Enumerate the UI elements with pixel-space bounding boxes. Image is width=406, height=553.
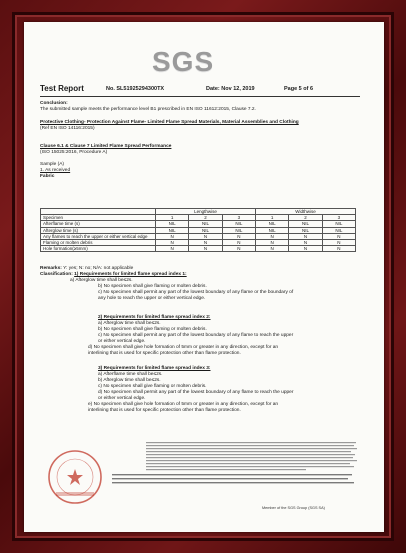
index2-line: interlining that is used for specific protection other than flame protection.	[88, 351, 241, 356]
specimen-number: 1	[255, 215, 288, 221]
table-cell: N	[255, 233, 288, 239]
results-table	[40, 208, 356, 252]
index3-line: b) Afterglow time shall be≤2s.	[98, 378, 161, 383]
table-cell: N	[322, 233, 355, 239]
table-cell: N	[189, 240, 222, 246]
clause-section	[40, 144, 360, 156]
row-label: Afterflame time (s)	[41, 221, 156, 227]
table-cell: N	[222, 233, 255, 239]
table-cell: NIL	[255, 227, 288, 233]
group-widthwise: Widthwise	[255, 209, 355, 215]
table-cell: NIL	[156, 227, 189, 233]
row-label: Afterglow time (s)	[41, 227, 156, 233]
specimen-number: 3	[322, 215, 355, 221]
sample-received: 1. As received	[40, 168, 71, 173]
table-cell: N	[189, 246, 222, 252]
index2-title: 2) Requirements for limited flame spread index 2:	[98, 315, 211, 320]
remarks-label: Remarks:	[40, 266, 62, 271]
table-cell: N	[289, 233, 322, 239]
sgs-logo: SGS	[152, 46, 215, 77]
row-label: Flaming or molten debris	[41, 240, 156, 246]
index3-line: a) Afterflame time shall be≤2s.	[98, 372, 163, 377]
report-number: No. SL51925294300TX	[106, 86, 165, 92]
index3-line: d) No specimen shall permit any part of the lowest boundary of any flame to reach the upper	[98, 390, 294, 395]
table-cell: N	[222, 240, 255, 246]
conclusion-text: The submitted sample meets the performance level B1 prescribed in EN ISO 11612:2015, Clause 7.2.	[40, 107, 256, 112]
table-cell: N	[289, 240, 322, 246]
index1-title: 1) Requirements for limited flame spread index 1:	[74, 272, 187, 277]
index2-line: or either vertical edge.	[98, 339, 146, 344]
table-cell: NIL	[189, 227, 222, 233]
index3-line: e) No specimen shall give hole formation of 5mm or greater in any direction, except for an	[88, 402, 279, 407]
standard-title: Protective Clothing- Protection Against Flame- Limited Flame Spread Materials, Material Assemblies and Clothing	[40, 120, 299, 125]
table-cell: N	[255, 240, 288, 246]
index1-line: a) Afterglow time shall be≤2s.	[70, 278, 133, 283]
sample-fabric: Fabric	[40, 174, 55, 179]
header-divider	[40, 96, 360, 97]
index1-line: b) No specimen shall give flaming or molten debris.	[98, 284, 207, 289]
specimen-label: Specimen	[41, 215, 156, 221]
index3-line: c) No specimen shall give flaming or molten debris.	[98, 384, 207, 389]
index1-line: any hole to reach the upper or either vertical edge.	[98, 296, 206, 301]
table-cell: N	[222, 246, 255, 252]
table-cell: NIL	[289, 221, 322, 227]
company-seal-stamp	[46, 448, 104, 506]
table-cell: NIL	[189, 221, 222, 227]
group-lengthwise: Lengthwise	[156, 209, 256, 215]
index3-line: or either vertical edge.	[98, 396, 146, 401]
table-cell: N	[156, 233, 189, 239]
report-date: Date: Nov 12, 2019	[206, 86, 255, 92]
table-cell: N	[255, 246, 288, 252]
table-cell: N	[189, 233, 222, 239]
specimen-number: 3	[222, 215, 255, 221]
table-cell: N	[156, 240, 189, 246]
index3-title: 3) Requirements for limited flame spread index 3:	[98, 366, 211, 371]
table-cell: NIL	[156, 221, 189, 227]
classification-index3	[40, 366, 360, 414]
page-indicator: Page 5 of 6	[284, 86, 314, 92]
index2-line: d) No specimen shall give hole formation of 5mm or greater in any direction, except for an	[88, 345, 279, 350]
classification-index2	[40, 315, 360, 357]
clause-title: Clause 6.1 & Clause 7 Limited Flame Spread Performance	[40, 144, 172, 149]
table-cell: NIL	[255, 221, 288, 227]
table-row	[41, 246, 356, 252]
row-label: Hole formation(≥5mm)	[41, 246, 156, 252]
legal-disclaimer-block	[146, 442, 358, 473]
table-cell: N	[322, 246, 355, 252]
clause-ref: (ISO 15025:2016, Procedure A)	[40, 150, 108, 155]
specimen-number: 2	[289, 215, 322, 221]
specimen-number: 2	[189, 215, 222, 221]
row-label: Any flames to reach the upper or either vertical edge	[41, 233, 156, 239]
table-cell: NIL	[322, 221, 355, 227]
remarks-text: Y: yes; N: no; N/A: not applicable	[63, 266, 134, 271]
index2-line: b) No specimen shall give flaming or molten debris.	[98, 327, 207, 332]
conclusion-heading: Conclusion:	[40, 101, 68, 106]
legal-disclaimer-text-lines	[146, 442, 358, 472]
table-cell: NIL	[222, 227, 255, 233]
table-cell: N	[289, 246, 322, 252]
standard-section	[40, 120, 360, 132]
member-of-sgs-group: Member of the SGS Group (SGS SA)	[262, 506, 325, 510]
standard-ref: (Ref EN ISO 14116:2015)	[40, 126, 95, 131]
index1-line: c) No specimen shall permit any part of the lowest boundary of any flame or the boundary of	[98, 290, 294, 295]
table-cell: N	[156, 246, 189, 252]
table-cell: NIL	[322, 227, 355, 233]
table-cell: NIL	[289, 227, 322, 233]
report-title: Test Report	[40, 84, 84, 93]
classification-label: Classification:	[40, 272, 73, 277]
table-cell: NIL	[222, 221, 255, 227]
classification-index1	[40, 272, 360, 302]
index2-line: a) Afterglow time shall be≤2s.	[98, 321, 161, 326]
address-lines	[112, 474, 356, 488]
conclusion-section	[40, 101, 360, 113]
sample-section	[40, 162, 360, 180]
index2-line: c) No specimen shall permit any part of the lowest boundary of any flame to reach the upper	[98, 333, 294, 338]
sample-heading: Sample (A)	[40, 162, 64, 167]
index3-line: interlining that is used for specific protection other than flame protection.	[88, 408, 241, 413]
table-cell: N	[322, 240, 355, 246]
specimen-number: 1	[156, 215, 189, 221]
